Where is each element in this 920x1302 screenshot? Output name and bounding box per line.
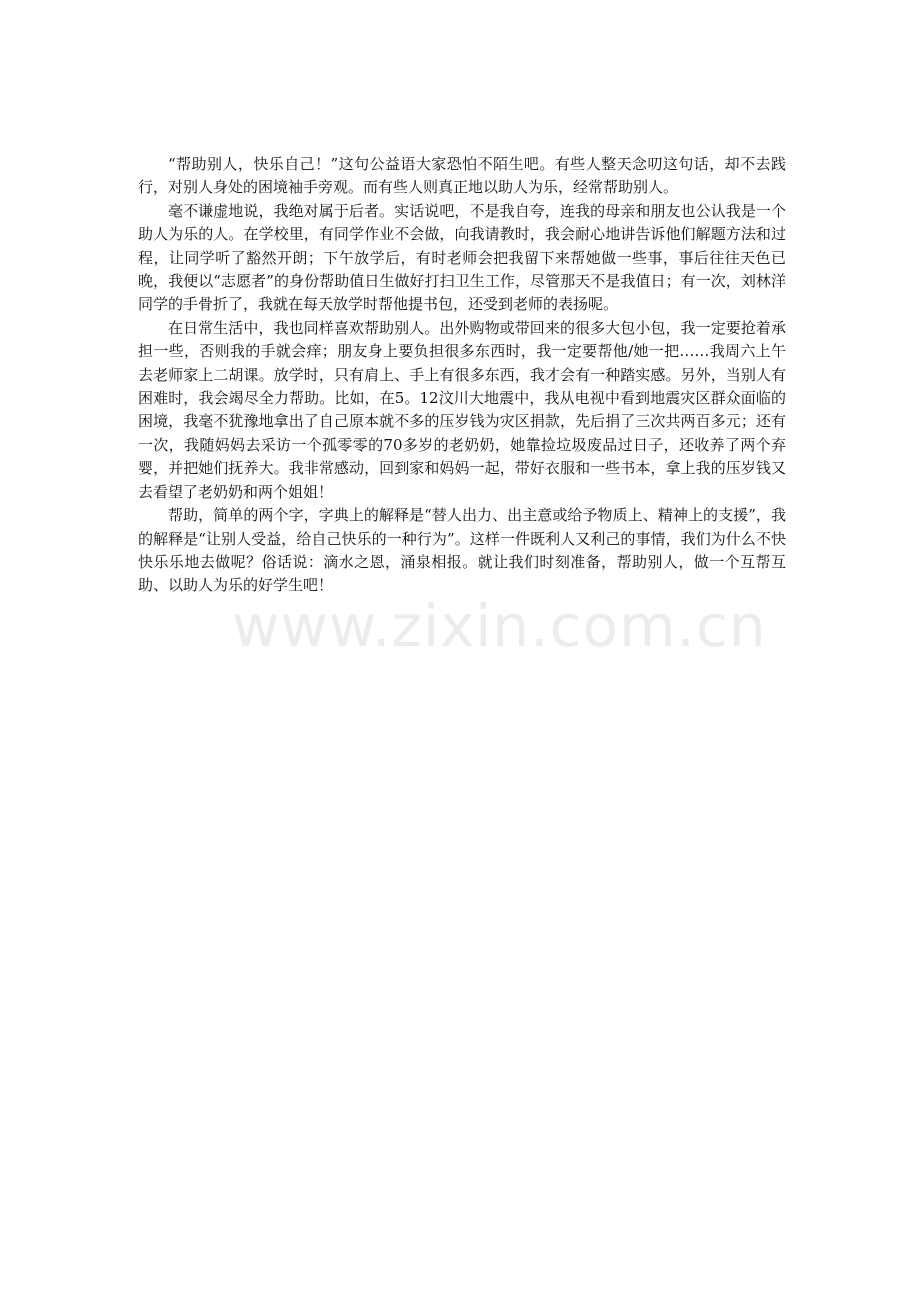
paragraph-3: 在日常生活中，我也同样喜欢帮助别人。出外购物或带回来的很多大包小包，我一定要抢着承担一些，否则我的手就会痒；朋友身上要负担很多东西时，我一定要帮他/她一把……我周六上午去老师家上二胡课。放学时，只有肩上、手上有很多东西，我才会有一种踏实感。另外，当别人有困难时，我会竭尽全力帮助。比如，在5。12汶川大地震中，我从电视中看到地震灾区群众面临的困境，我毫不犹豫地拿出了自己原本就不多的压岁钱为灾区捐款，先后捐了三次共两百多元；还有一次，我随妈妈去采访一个孤零零的70多岁的老奶奶，她靠捡垃圾废品过日子，还收养了两个弃婴，并把她们抚养大。我非常感动，回到家和妈妈一起，带好衣服和一些书本，拿上我的压岁钱又去看望了老奶奶和两个姐姐！ — [138, 318, 786, 501]
watermark: www.zixin.com.cn — [232, 592, 767, 660]
paragraph-4: 帮助，简单的两个字，字典上的解释是“替人出力、出主意或给予物质上、精神上的支援”，我的解释是“让别人受益，给自己快乐的一种行为”。这样一件既利人又利己的事情，我们为什么不快快乐乐地去做呢？俗话说：滴水之恩，涌泉相报。就让我们时刻准备，帮助别人，做一个互帮互助、以助人为乐的好学生吧！ — [138, 506, 786, 595]
paragraph-2: 毫不谦虚地说，我绝对属于后者。实话说吧，不是我自夸，连我的母亲和朋友也公认我是一个助人为乐的人。在学校里，有同学作业不会做，向我请教时，我会耐心地讲告诉他们解题方法和过程，让同学听了豁然开朗；下午放学后，有时老师会把我留下来帮她做一些事，事后往往天色已晚，我便以“志愿者”的身份帮助值日生做好打扫卫生工作，尽管那天不是我值日；有一次，刘林洋同学的手骨折了，我就在每天放学时帮他提书包，还受到老师的表扬呢。 — [138, 201, 786, 314]
essay-body — [138, 153, 786, 598]
paragraph-1: “帮助别人，快乐自己！”这句公益语大家恐怕不陌生吧。有些人整天念叨这句话，却不去践行，对别人身处的困境袖手旁观。而有些人则真正地以助人为乐，经常帮助别人。 — [138, 155, 786, 197]
